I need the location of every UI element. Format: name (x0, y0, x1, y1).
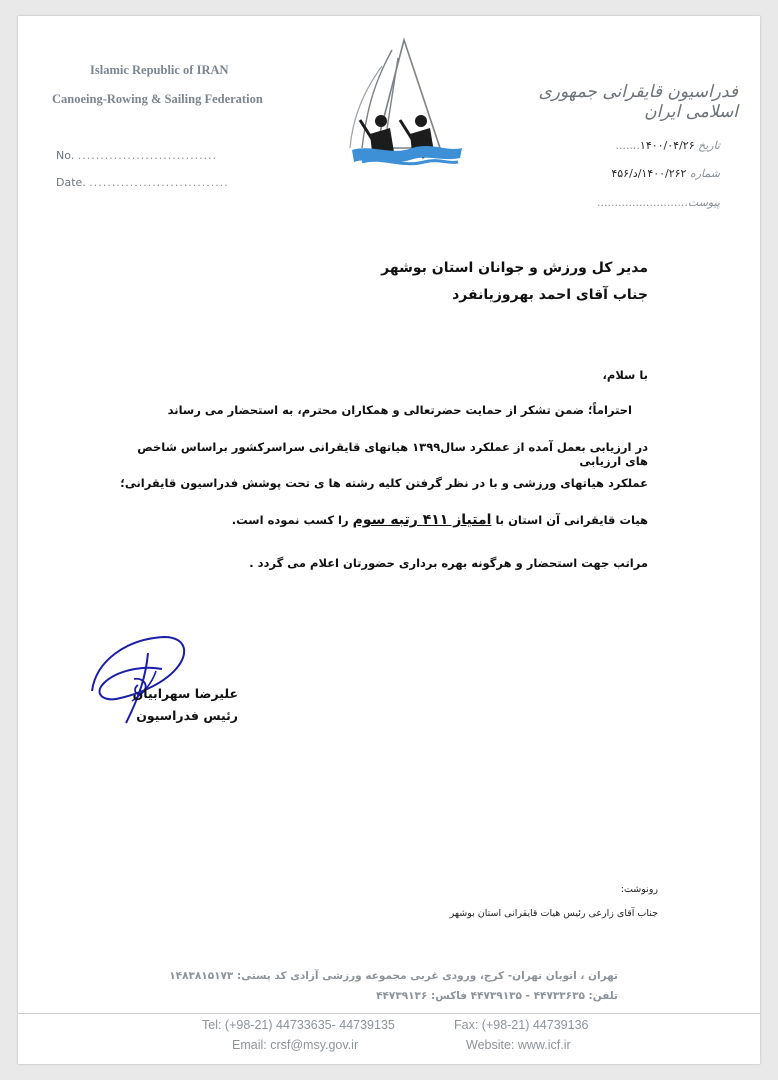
signatory-name: علیرضا سهرابیان (132, 686, 238, 701)
header-fa-title: فدراسیون قایقرانی جمهوری اسلامی ایران (538, 82, 738, 122)
ref-attachment-fa: پیوست.......................... (596, 196, 720, 209)
footer-phones-fa: تلفن: ۴۴۷۳۳۶۳۵ - ۴۴۷۳۹۱۳۵ فاکس: ۴۴۷۳۹۱۳۶ (376, 990, 618, 1002)
body-paragraph1-line4: هیات قایقرانی آن استان با امتیاز ۴۱۱ رتبه سوم را کسب نموده است. (231, 512, 648, 528)
ref-date-fa: تاریخ ۱۴۰۰/۰۴/۲۶....... (615, 139, 720, 152)
footer-divider (18, 1013, 760, 1014)
signatory-title: رئیس فدراسیون (136, 708, 238, 723)
body-paragraph1-line2: در ارزیابی بعمل آمده از عملکرد سال۱۳۹۹ هیاتهای قایقرانی سراسرکشور براساس شاخص های ارزیابی (137, 440, 648, 468)
cc-label: رونوشت: (620, 884, 658, 895)
footer-fax: Fax: (+98-21) 44739136 (454, 1018, 589, 1032)
footer-website: Website: www.icf.ir (466, 1038, 571, 1052)
ref-date: Date. ............................... (56, 176, 229, 189)
footer-email: Email: crsf@msy.gov.ir (232, 1038, 359, 1052)
federation-logo-icon (332, 36, 464, 172)
ref-number-fa: شماره ۱۴۰۰/۲۶۲/د/۴۵۶ (611, 167, 720, 180)
footer-address-fa: تهران ، اتوبان تهران- کرج، ورودی غربی مجموعه ورزشی آزادی کد پستی: ۱۴۸۳۸۱۵۱۷۳ (169, 970, 618, 982)
greeting: با سلام، (602, 368, 648, 382)
body-paragraph1-line1: احتراماً؛ ضمن تشکر از حمایت حضرتعالی و همکاران محترم، به استحضار می رساند (167, 403, 632, 417)
addressee-line1: مدیر کل ورزش و جوانان استان بوشهر (381, 260, 648, 276)
body-paragraph2: مراتب جهت استحضار و هرگونه بهره برداری حضورتان اعلام می گردد . (249, 556, 648, 570)
letter-page (18, 16, 760, 1064)
header-en-federation: Canoeing-Rowing & Sailing Federation (52, 92, 263, 106)
header-en-country: Islamic Republic of IRAN (90, 63, 229, 77)
score-highlight: امتیاز ۴۱۱ رتبه سوم (352, 512, 492, 528)
footer-tel: Tel: (+98-21) 44733635- 44739135 (202, 1018, 395, 1032)
ref-no: No. ............................... (56, 149, 218, 162)
body-paragraph1-line3: عملکرد هیاتهای ورزشی و با در نظر گرفتن کلیه رشته ها ی تحت پوشش فدراسیون قایقرانی؛ (120, 476, 648, 490)
addressee-line2: جناب آقای احمد بهروزیانفرد (452, 287, 648, 303)
cc-line1: جناب آقای زارعی رئیس هیات قایقرانی استان بوشهر (449, 908, 658, 919)
